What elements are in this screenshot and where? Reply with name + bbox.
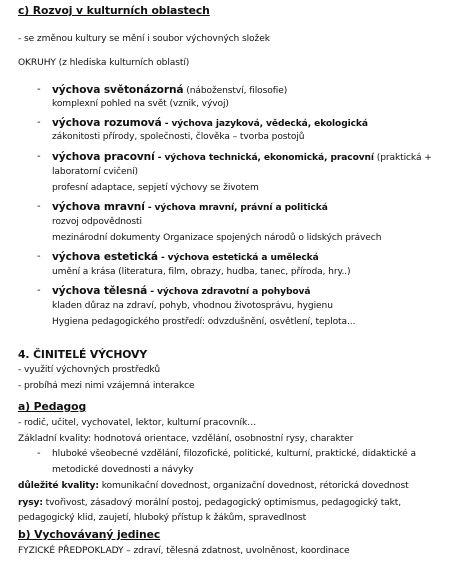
list-dash: - bbox=[37, 84, 41, 95]
pedagog-title: a) Pedagog bbox=[18, 400, 87, 413]
list-item-detail: zákonitosti přírody, společnosti, člověka – tvorba postojů bbox=[52, 132, 305, 142]
section-4-line: - probíhá mezi nimi vzájemná interakce bbox=[18, 381, 195, 391]
list-dash: - bbox=[37, 285, 41, 296]
list-item: výchova rozumová - výchova jazyková, vědecká, ekologická bbox=[52, 117, 368, 129]
pedagog-bullet-cont: metodické dovednosti a návyky bbox=[52, 465, 194, 475]
list-item-detail: komplexní pohled na svět (vznik, vývoj) bbox=[52, 99, 229, 109]
pedagog-line: - rodič, učitel, vychovatel, lektor, kulturní pracovník… bbox=[18, 418, 257, 428]
list-dash: - bbox=[37, 117, 41, 128]
rysy-cont: pedagogický klid, zaujetí, hluboký přístup k žákům, spravedlnost bbox=[18, 513, 307, 523]
section-4-title: 4. ČINITELÉ VÝCHOVY bbox=[18, 348, 148, 361]
list-dash: - bbox=[37, 251, 41, 262]
section-4-line: - využití výchovných prostředků bbox=[18, 365, 160, 375]
list-dash: - bbox=[37, 151, 41, 162]
list-item: výchova mravní - výchova mravní, právní a politická bbox=[52, 201, 328, 213]
list-item: výchova světonázorná (náboženství, filosofie) bbox=[52, 84, 288, 96]
list-dash: - bbox=[37, 448, 41, 459]
list-item-detail: laboratorní cvičení) bbox=[52, 167, 138, 177]
list-item: výchova tělesná - výchova zdravotní a pohybová bbox=[52, 285, 311, 297]
vychovavany-line: FYZICKÉ PŘEDPOKLADY – zdraví, tělesná zdatnost, uvolněnost, koordinace bbox=[18, 546, 350, 556]
list-item: výchova estetická - výchova estetická a umělecká bbox=[52, 251, 319, 263]
list-item-detail: mezinárodní dokumenty Organizace spojených národů o lidských právech bbox=[52, 233, 382, 243]
list-item-detail: umění a krása (literatura, film, obrazy, hudba, tanec, příroda, hry..) bbox=[52, 267, 351, 277]
list-item-detail: profesní adaptace, sepjetí výchovy se životem bbox=[52, 183, 259, 193]
list-item: výchova pracovní - výchova technická, ekonomická, pracovní (praktická + bbox=[52, 151, 432, 163]
pedagog-kvality: Základní kvality: hodnotová orientace, vzdělání, osobnostní rysy, charakter bbox=[18, 434, 354, 444]
rysy: rysy: tvořivost, zásadový morální postoj, pedagogický optimismus, pedagogický takt, bbox=[18, 498, 402, 508]
section-c-intro: - se změnou kultury se mění i soubor výchovných složek bbox=[18, 34, 270, 44]
section-c-title: c) Rozvoj v kulturních oblastech bbox=[18, 4, 210, 17]
pedagog-bullet: hluboké všeobecné vzdělání, filozofické, politické, kulturní, praktické, didaktické a bbox=[52, 449, 416, 459]
okruhy-label: OKRUHY (z hlediska kulturních oblastí) bbox=[18, 58, 190, 68]
dulezite-kvality: důležité kvality: komunikační dovednost, organizační dovednost, rétorická dovednost bbox=[18, 481, 409, 491]
list-item-detail: rozvoj odpovědnosti bbox=[52, 217, 142, 227]
vychovavany-title: b) Vychovávaný jedinec bbox=[18, 528, 161, 541]
list-dash: - bbox=[37, 201, 41, 212]
list-item-detail: Hygiena pedagogického prostředí: odvzdušnění, osvětlení, teplota... bbox=[52, 317, 356, 327]
list-item-detail: kladen důraz na zdraví, pohyb, vhodnou životosprávu, hygienu bbox=[52, 301, 333, 311]
